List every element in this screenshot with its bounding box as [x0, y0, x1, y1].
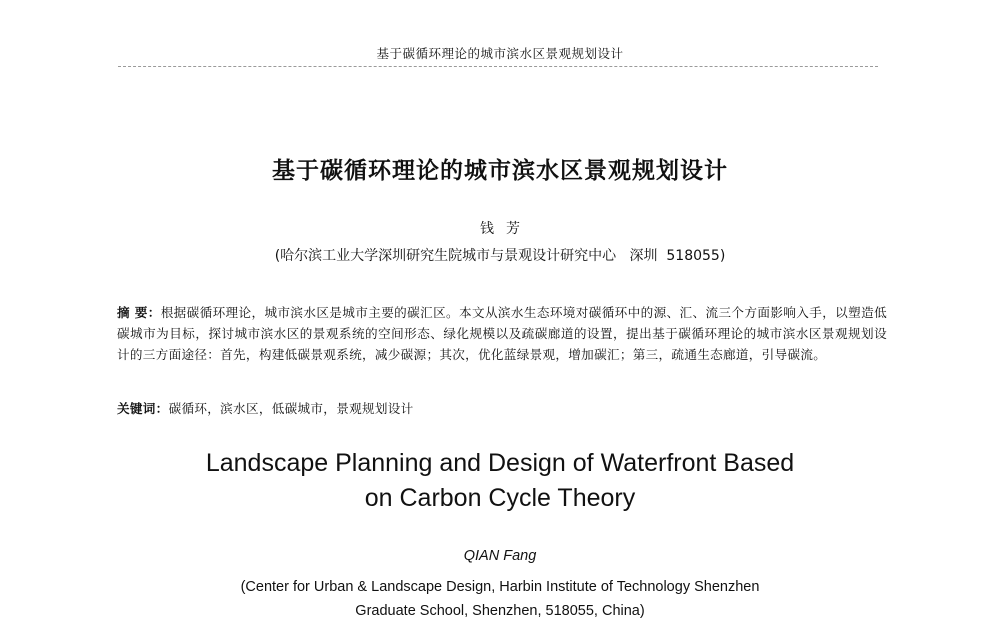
- chinese-title: 基于碳循环理论的城市滨水区景观规划设计: [272, 158, 728, 184]
- running-header: 基于碳循环理论的城市滨水区景观规划设计: [376, 46, 624, 61]
- english-affiliation-line-2: Graduate School, Shenzhen, 518055, China): [355, 603, 645, 619]
- chinese-abstract: [117, 302, 887, 365]
- english-title-line-1: Landscape Planning and Design of Waterfront Based: [205, 449, 795, 477]
- english-title-line-2: on Carbon Cycle Theory: [364, 484, 636, 512]
- english-author: QIAN Fang: [463, 548, 537, 564]
- chinese-affiliation: (哈尔滨工业大学深圳研究生院城市与景观设计研究中心 深圳 518055): [274, 248, 726, 264]
- english-affiliation-line-1: (Center for Urban & Landscape Design, Harbin Institute of Technology Shenzhen: [240, 579, 760, 595]
- english-affiliation: [0, 575, 1000, 623]
- keywords-text: 碳循环，滨水区，低碳城市，景观规划设计: [168, 401, 414, 416]
- abstract-label: 摘 要：: [117, 305, 161, 320]
- english-title: [0, 446, 1000, 516]
- chinese-author: 钱芳: [480, 221, 532, 237]
- abstract-text: 根据碳循环理论，城市滨水区是城市主要的碳汇区。本文从滨水生态环境对碳循环中的源、汇、流三个方面影响入手，以塑造低碳城市为目标，探讨城市滨水区的景观系统的空间形态、绿化规模以及疏碳廊道的设置，提出基于碳循环理论的城市滨水区景观规划设计的三方面途径：首先，构建低碳景观系统，减少碳源；其次，优化蓝绿景观，增加碳汇；第三，疏通生态廊道，引导碳流。: [117, 305, 887, 362]
- header-divider: [118, 66, 878, 67]
- chinese-keywords: [117, 398, 887, 419]
- keywords-label: 关键词：: [117, 401, 169, 416]
